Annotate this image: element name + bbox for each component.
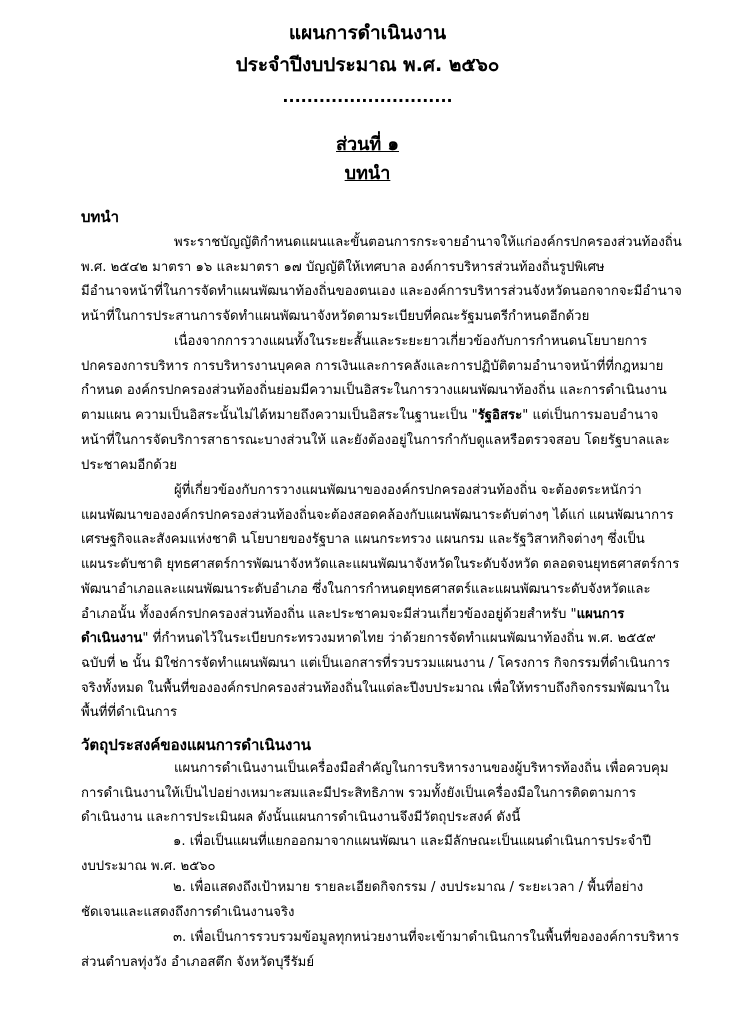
- paragraph-line: พัฒนาอำเภอและแผนพัฒนาระดับอำเภอ ซึ่งในการกำหนดยุทธศาสตร์และแผนพัฒนาระดับจังหวัดและ: [81, 581, 651, 597]
- bold-term-state: รัฐอิสระ: [477, 408, 523, 424]
- paragraph-line: แผนพัฒนาขององค์กรปกครองส่วนท้องถิ่นจะต้องสอดคล้องกับแผนพัฒนาระดับต่างๆ ได้แก่ แผนพัฒนาการ: [81, 507, 674, 523]
- paragraph-line: การดำเนินงานให้เป็นไปอย่างเหมาะสมและมีประสิทธิภาพ รวมทั้งยังเป็นเครื่องมือในการติดตามการ: [81, 785, 637, 801]
- paragraph-line: เนื่องจากการวางแผนทั้งในระยะสั้นและระยะยาวเกี่ยวข้องกับการกำหนดนโยบายการ: [174, 334, 648, 349]
- paragraph-line: มีอำนาจหน้าที่ในการจัดทำแผนพัฒนาท้องถิ่นของตนเอง และองค์การบริหารส่วนจังหวัดนอกจากจะมีอำนาจ: [81, 284, 682, 300]
- objectives-paragraph: [81, 757, 687, 831]
- bold-term-plan: แผนการ: [576, 606, 625, 622]
- paragraph-line: กำหนด องค์กรปกครองส่วนท้องถิ่นย่อมมีความเป็นอิสระในการวางแผนพัฒนาท้องถิ่น และการดำเนินงาน: [81, 383, 667, 399]
- paragraph-line: [81, 603, 687, 628]
- list-item-line: งบประมาณ พ.ศ. ๒๕๖๐: [81, 858, 216, 874]
- intro-paragraph-1: [81, 231, 687, 330]
- paragraph-line: พ.ศ. ๒๕๔๒ มาตรา ๑๖ และมาตรา ๑๗ บัญญัติให้เทศบาล องค์การบริหารส่วนท้องถิ่นรูปพิเศษ: [81, 259, 605, 275]
- objective-item-3: [81, 926, 687, 975]
- intro-paragraph-2: [81, 330, 687, 478]
- list-item-line: ๒. เพื่อแสดงถึงเป้าหมาย รายละเอียดกิจกรรม / งบประมาณ / ระยะเวลา / พื้นที่อย่าง: [173, 880, 644, 895]
- paragraph-line: หน้าที่ในการจัดบริการสาธารณะบางส่วนให้ และยังต้องอยู่ในการกำกับดูแลหรือตรวจสอบ โดยรัฐบาลและ: [81, 432, 670, 448]
- objective-item-1: [81, 830, 687, 879]
- list-item-line: ชัดเจนและแสดงถึงการดำเนินงานจริง: [81, 904, 295, 920]
- text-segment: " แต่เป็นการมอบอำนาจ: [522, 408, 659, 424]
- paragraph-line: จริงทั้งหมด ในพื้นที่ขององค์กรปกครองส่วนท้องถิ่นในแต่ละปีงบประมาณ เพื่อให้ทราบถึงกิจกรรมพัฒนาใน: [81, 680, 670, 696]
- paragraph-line: พระราชบัญญัติกำหนดแผนและขั้นตอนการกระจายอำนาจให้แก่องค์กรปกครองส่วนท้องถิ่น: [174, 235, 682, 250]
- text-segment: ตามแผน ความเป็นอิสระนั้นไม่ได้หมายถึงความเป็นอิสระในฐานะเป็น ": [81, 408, 478, 424]
- list-item-line: ๑. เพื่อเป็นแผนที่แยกออกมาจากแผนพัฒนา และมีลักษณะเป็นแผนดำเนินการประจำปี: [173, 834, 652, 849]
- paragraph-line: ผู้ที่เกี่ยวข้องกับการวางแผนพัฒนาขององค์กรปกครองส่วนท้องถิ่น จะต้องตระหนักว่า: [174, 483, 642, 498]
- paragraph-line: ดำเนินงาน และการประเมินผล ดังนั้นแผนการดำเนินงานจึงมีวัตถุประสงค์ ดังนี้: [81, 810, 521, 826]
- paragraph-line: [81, 404, 687, 429]
- paragraph-line: ปกครองการบริหาร การบริหารงานบุคคล การเงินและการคลังและการปฏิบัติตามอำนาจหน้าที่ที่กฎหมาย: [81, 358, 664, 374]
- part-title: บทนำ: [344, 163, 391, 184]
- list-item-line: ๓. เพื่อเป็นการรวบรวมข้อมูลทุกหน่วยงานที่จะเข้ามาดำเนินการในพื้นที่ขององค์การบริหาร: [173, 930, 680, 945]
- document-title: แผนการดำเนินงาน: [288, 22, 447, 44]
- intro-heading: บทนำ: [81, 208, 120, 226]
- text-segment: อำเภอนั้น ทั้งองค์กรปกครองส่วนท้องถิ่น และประชาคมจะมีส่วนเกี่ยวข้องอยู่ด้วยสำหรับ ": [81, 606, 577, 622]
- intro-paragraph-3: [81, 479, 687, 726]
- paragraph-line: หน้าที่ในการประสานการจัดทำแผนพัฒนาจังหวัดตามระเบียบที่คณะรัฐมนตรีกำหนดอีกด้วย: [81, 309, 590, 325]
- text-segment: " ที่กำหนดไว้ในระเบียบกระทรวงมหาดไทย ว่าด้วยการจัดทำแผนพัฒนาท้องถิ่น พ.ศ. ๒๕๕๙: [142, 631, 656, 647]
- bold-term-operation: ดำเนินงาน: [81, 631, 143, 647]
- paragraph-line: ประชาคมอีกด้วย: [81, 457, 178, 473]
- paragraph-line: [81, 627, 687, 652]
- list-item-line: ส่วนตำบลทุ่งวัง อำเภอสตึก จังหวัดบุรีรัมย์: [81, 954, 315, 970]
- objectives-heading: วัตถุประสงค์ของแผนการดำเนินงาน: [81, 736, 312, 754]
- title-divider: ............................: [282, 87, 453, 106]
- paragraph-line: แผนระดับชาติ ยุทธศาสตร์การพัฒนาจังหวัดและแผนพัฒนาจังหวัดในระดับจังหวัด ตลอดจนยุทธศาสตร์การ: [81, 557, 680, 573]
- paragraph-line: ฉบับที่ ๒ นั้น มิใช่การจัดทำแผนพัฒนา แต่เป็นเอกสารที่รวบรวมแผนงาน / โครงการ กิจกรรมที่ดำเนินการ: [81, 655, 671, 671]
- document-subtitle: ประจำปีงบประมาณ พ.ศ. ๒๕๖๐: [235, 54, 500, 76]
- objective-item-2: [81, 876, 687, 925]
- part-label: ส่วนที่ ๑: [336, 134, 399, 155]
- paragraph-line: แผนการดำเนินงานเป็นเครื่องมือสำคัญในการบริหารงานของผู้บริหารท้องถิ่น เพื่อควบคุม: [174, 761, 669, 776]
- paragraph-line: พื้นที่ที่ดำเนินการ: [81, 705, 178, 721]
- paragraph-line: เศรษฐกิจและสังคมแห่งชาติ นโยบายของรัฐบาล แผนกระทรวง แผนกรม และรัฐวิสาหกิจต่างๆ ซึ่งเป็น: [81, 532, 645, 548]
